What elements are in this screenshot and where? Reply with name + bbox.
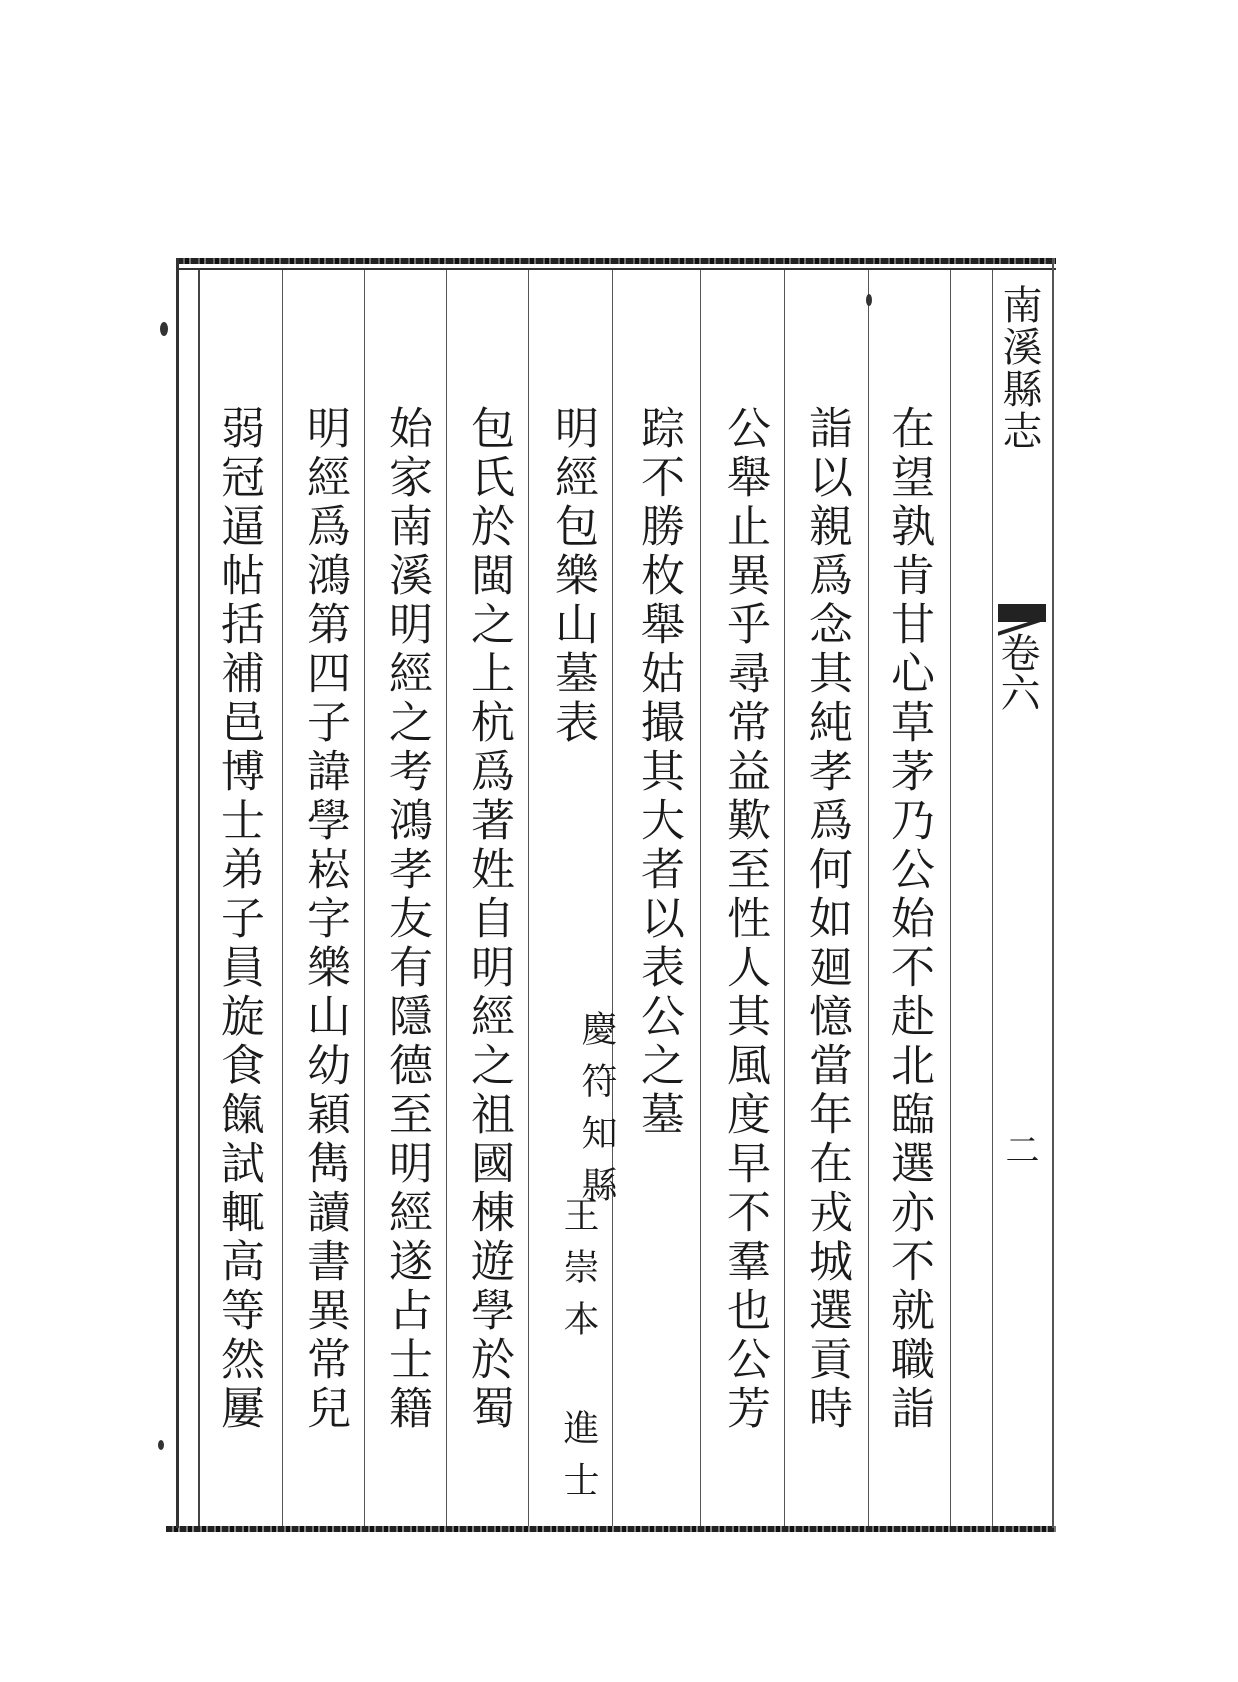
column-rule [950,270,951,1526]
frame-bottom-border [166,1526,1056,1532]
author-office: 慶符知縣 [576,1010,617,1218]
ink-speck [866,294,872,306]
text-column-9: 弱冠逼帖括補邑博士弟子員旋食餼試輒高等然屢 [213,405,264,1434]
text-column-4: 踪不勝枚舉姑撮其大者以表公之墓 [633,405,684,1140]
text-column-7: 始家南溪明經之考鴻孝友有隱德至明經遂占士籍 [381,405,432,1434]
frame-left-inner-line [198,270,200,1526]
frame-top-border [176,258,1056,264]
frame-top-inner-line [176,268,1056,270]
juan-label: 卷六 [994,632,1040,712]
text-column-2: 詣以親爲念其純孝爲何如廻憶當年在戎城選貢時 [801,405,852,1434]
column-rule [446,270,447,1526]
text-column-1: 在望孰肯甘心草茅乃公始不赴北臨選亦不就職詣 [883,405,934,1434]
column-rule [612,270,613,1526]
column-rule [868,270,869,1526]
ink-speck [160,322,168,336]
ink-speck [158,1440,164,1450]
page-number: 二 [999,1132,1039,1166]
page-right-edge [1052,258,1054,1528]
column-rule [364,270,365,1526]
column-rule [528,270,529,1526]
essay-title: 明經包樂山墓表 [547,405,598,748]
block-heart-margin [992,272,1052,1526]
text-column-3: 公舉止異乎尋常益歎至性人其風度早不羣也公芳 [719,405,770,1434]
text-column-8: 明經爲鴻第四子諱學崧字樂山幼穎雋讀書異常兒 [299,405,350,1434]
text-column-6: 包氏於閩之上杭爲著姓自明經之祖國棟遊學於蜀 [463,405,514,1434]
book-title: 南溪縣志 [996,284,1042,452]
column-rule [700,270,701,1526]
column-rule [282,270,283,1526]
column-rule [784,270,785,1526]
frame-left-border [176,258,179,1528]
author-name: 王崇本 進士 [558,1196,599,1513]
